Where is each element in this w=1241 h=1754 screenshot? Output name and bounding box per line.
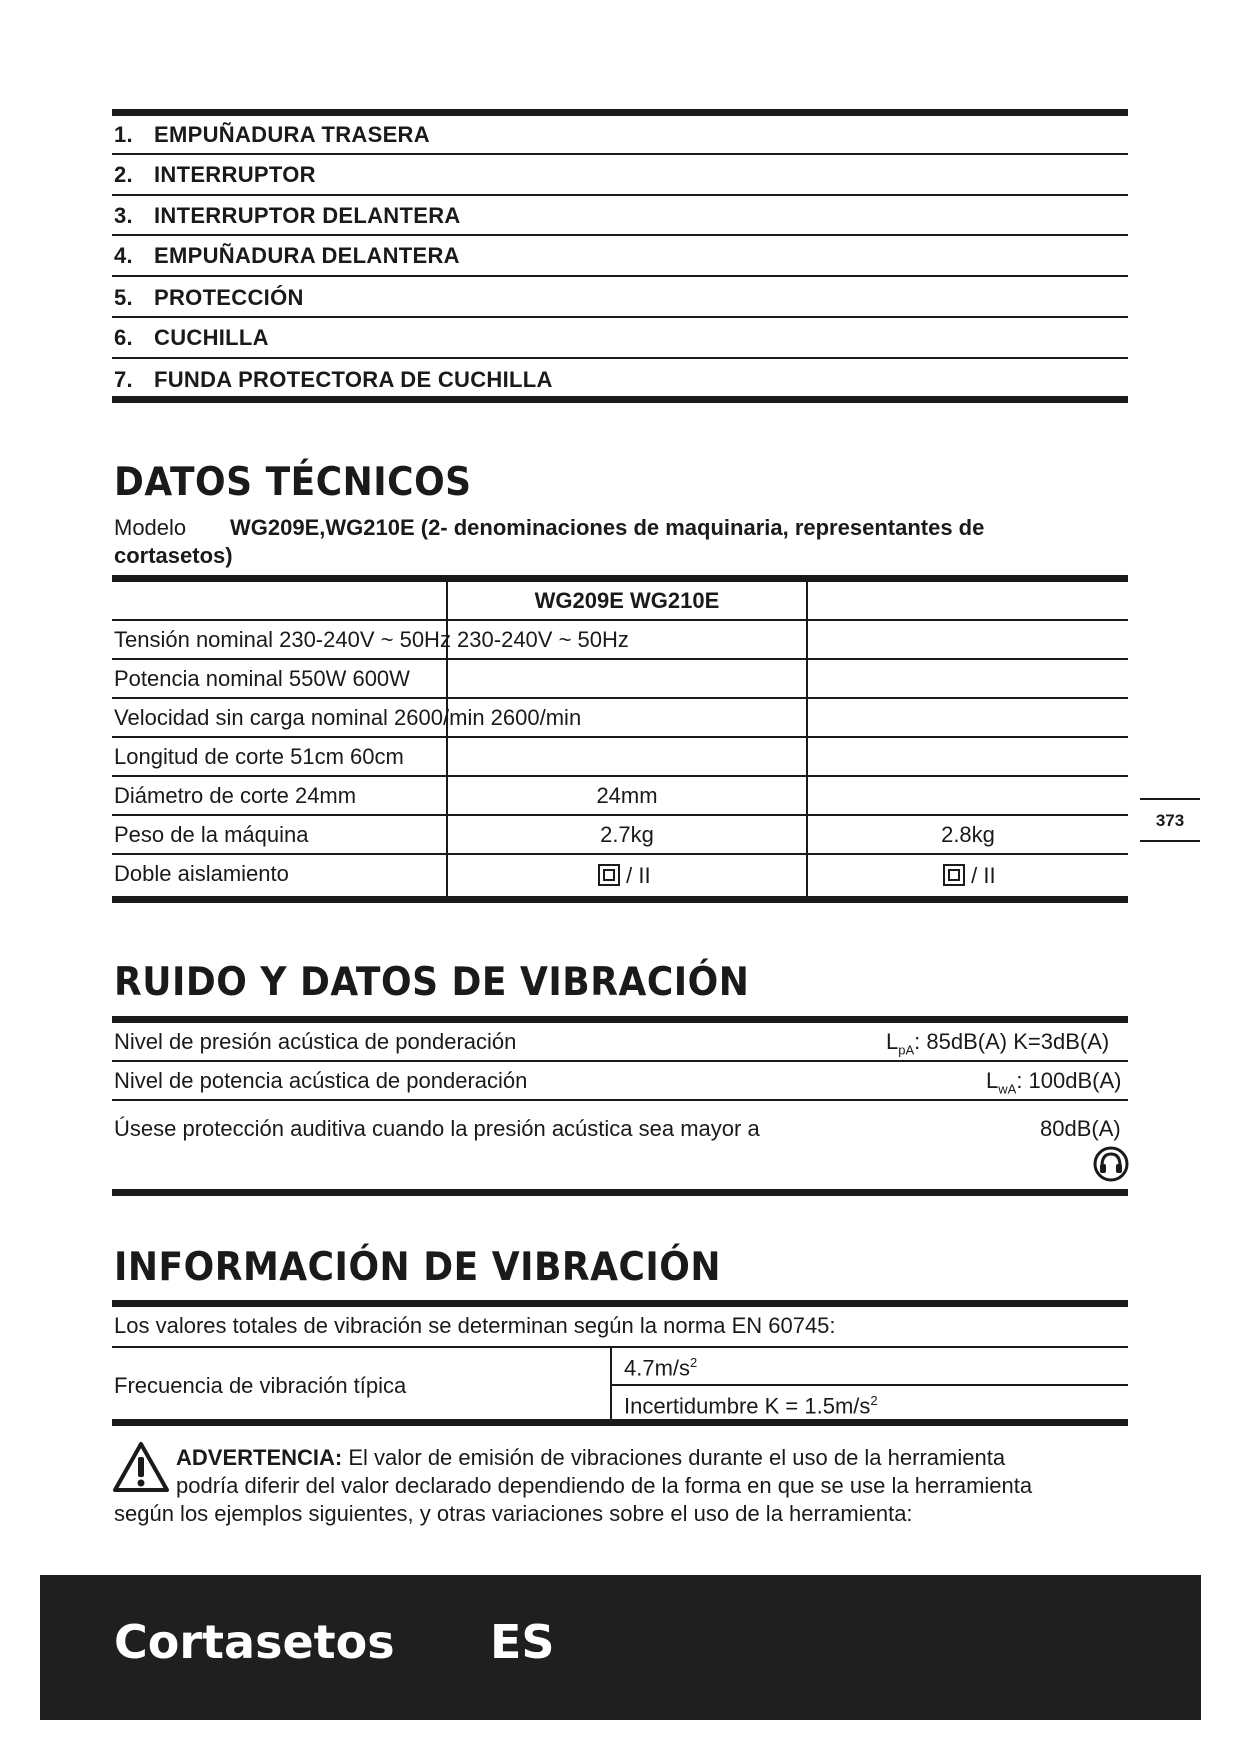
aislamiento-value-1: / II xyxy=(598,863,651,889)
divider xyxy=(112,619,1128,621)
divider xyxy=(112,1099,1128,1101)
row-diametro: Diámetro de corte 24mm xyxy=(114,783,357,808)
freq-label: Frecuencia de vibración típica xyxy=(114,1373,407,1398)
table-header-models: WG209E WG210E xyxy=(534,588,720,613)
ear-protection-icon xyxy=(1093,1146,1129,1182)
peso-value-1: 2.7kg xyxy=(600,822,654,847)
divider xyxy=(112,316,1128,318)
parts-bottom-rule xyxy=(112,396,1128,403)
warning-line-1: ADVERTENCIA: El valor de emisión de vibraciones durante el uso de la herramienta xyxy=(176,1445,1006,1470)
footer-band xyxy=(40,1575,1201,1720)
tech-heading: DATOS TÉCNICOS xyxy=(114,460,472,506)
parts-top-rule xyxy=(112,109,1128,116)
vibration-top-rule xyxy=(112,1300,1128,1307)
row-tension: Tensión nominal 230-240V ~ 50Hz 230-240V ~ 50Hz xyxy=(114,627,629,652)
row-longitud: Longitud de corte 51cm 60cm xyxy=(114,744,404,769)
peso-value-2: 2.8kg xyxy=(941,822,995,847)
row-potencia: Potencia nominal 550W 600W xyxy=(114,666,410,691)
divider xyxy=(112,1060,1128,1062)
protection-label: Úsese protección auditiva cuando la presión acústica sea mayor a xyxy=(114,1116,760,1141)
diametro-value: 24mm xyxy=(596,783,658,808)
noise-bottom-rule xyxy=(112,1189,1128,1196)
divider xyxy=(112,1346,1128,1348)
model-label: Modelo xyxy=(114,515,187,540)
row-peso: Peso de la máquina xyxy=(114,822,309,847)
divider xyxy=(112,658,1128,660)
divider xyxy=(112,194,1128,196)
page-number: 373 xyxy=(1155,811,1185,830)
part-item-3: 3. INTERRUPTOR DELANTERA xyxy=(114,203,461,228)
row-aislamiento: Doble aislamiento xyxy=(114,861,289,886)
part-item-6: 6. CUCHILLA xyxy=(114,325,269,350)
table-bottom-rule xyxy=(112,896,1128,903)
divider xyxy=(112,775,1128,777)
vibration-heading: INFORMACIÓN DE VIBRACIÓN xyxy=(114,1245,722,1291)
noise-power-label: Nivel de potencia acústica de ponderación xyxy=(114,1068,528,1093)
noise-power-value: $L_{wA}$: 100dB(A) xyxy=(986,1068,1122,1097)
warning-line-2: podría diferir del valor declarado dependiendo de la forma en que se use la herramienta xyxy=(176,1473,1033,1498)
divider xyxy=(112,275,1128,277)
row-velocidad: Velocidad sin carga nominal 2600/min 2600/min xyxy=(114,705,582,730)
aislamiento-value-2: / II xyxy=(943,863,996,889)
warning-icon xyxy=(112,1441,170,1493)
page-number-rule xyxy=(1140,840,1200,842)
footer-language: ES xyxy=(490,1615,555,1669)
divider xyxy=(112,234,1128,236)
double-insulation-icon xyxy=(943,864,965,886)
divider xyxy=(112,736,1128,738)
uncertainty-value: Incertidumbre $K = 1.5m/s^2$ xyxy=(624,1393,878,1419)
double-insulation-icon xyxy=(598,864,620,886)
model-value-cont: cortasetos) xyxy=(114,543,233,568)
part-item-7: 7. FUNDA PROTECTORA DE CUCHILLA xyxy=(114,367,553,392)
divider xyxy=(112,853,1128,855)
noise-pressure-label: Nivel de presión acústica de ponderación xyxy=(114,1029,517,1054)
part-item-5: 5. PROTECCIÓN xyxy=(114,285,304,310)
part-item-1: 1. EMPUÑADURA TRASERA xyxy=(114,122,430,147)
model-value: WG209E,WG210E (2- denominaciones de maquinaria, representantes de xyxy=(230,515,985,540)
part-item-4: 4. EMPUÑADURA DELANTERA xyxy=(114,243,460,268)
divider xyxy=(112,357,1128,359)
page-number-rule xyxy=(1140,798,1200,800)
divider xyxy=(112,153,1128,155)
noise-pressure-value: $L_{pA}$: 85dB(A) K=3dB(A) xyxy=(886,1029,1110,1058)
table-col-divider xyxy=(806,580,808,898)
vibration-intro: Los valores totales de vibración se determinan según la norma EN 60745: xyxy=(114,1313,836,1338)
divider xyxy=(112,697,1128,699)
warning-line-3: según los ejemplos siguientes, y otras variaciones sobre el uso de la herramienta: xyxy=(114,1501,913,1526)
vibration-bottom-rule xyxy=(112,1419,1128,1426)
warning-title: ADVERTENCIA: xyxy=(176,1445,343,1470)
footer-title: Cortasetos xyxy=(114,1615,395,1669)
table-top-rule xyxy=(112,575,1128,582)
noise-heading: RUIDO Y DATOS DE VIBRACIÓN xyxy=(114,960,750,1006)
divider xyxy=(112,814,1128,816)
divider xyxy=(612,1384,1128,1386)
noise-top-rule xyxy=(112,1016,1128,1023)
protection-value: 80dB(A) xyxy=(1040,1116,1121,1141)
freq-value: $4.7m/s^2$ xyxy=(624,1355,698,1381)
part-item-2: 2. INTERRUPTOR xyxy=(114,162,316,187)
